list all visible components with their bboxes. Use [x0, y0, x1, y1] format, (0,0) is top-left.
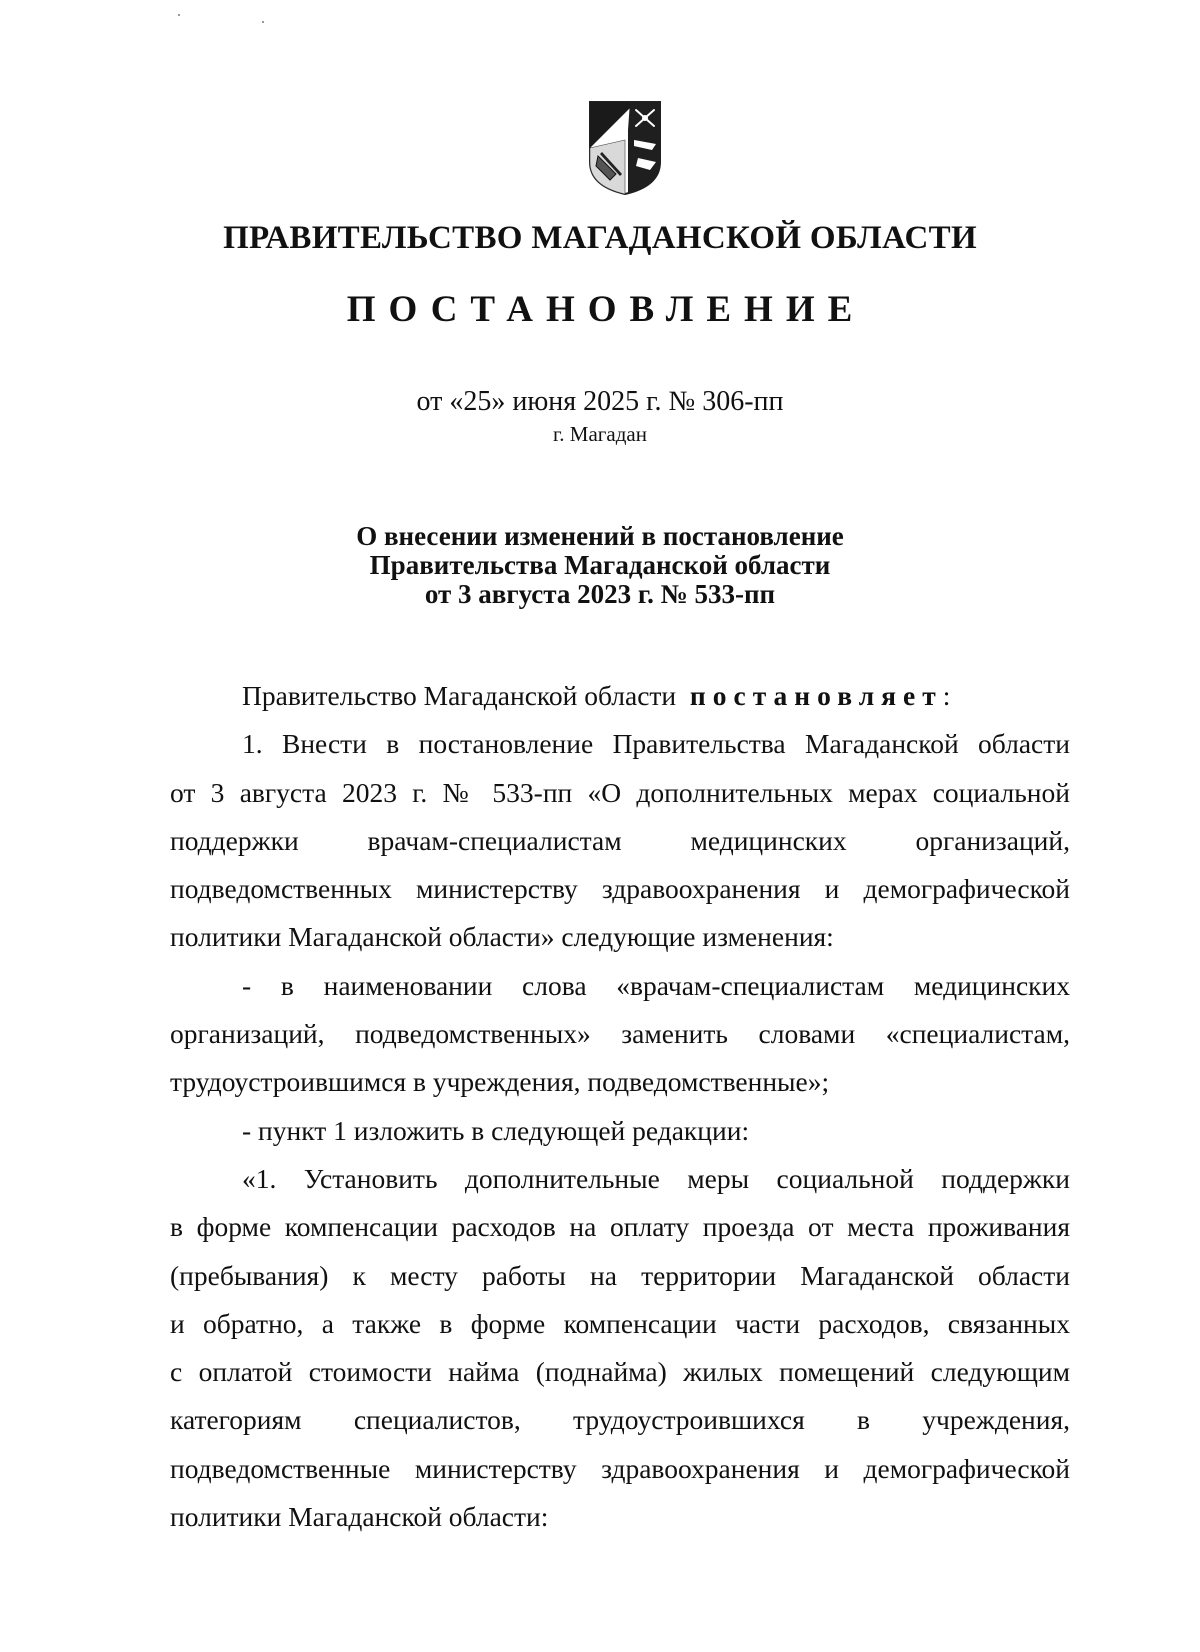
paragraph-line: политики Магаданской области» следующие изменения:: [170, 921, 834, 953]
intro-line: [170, 672, 1070, 720]
paragraph-line: в форме компенсации расходов на оплату проезда от места проживания: [170, 1211, 1070, 1243]
paragraph-line: организаций, подведомственных» заменить словами «специалистам,: [170, 1018, 1070, 1050]
organization-title: ПРАВИТЕЛЬСТВО МАГАДАНСКОЙ ОБЛАСТИ: [223, 220, 977, 256]
paragraph-line: поддержки врачам-специалистам медицинских организаций,: [170, 824, 1070, 856]
scan-speck: [262, 21, 264, 23]
document-body: [170, 672, 1070, 1541]
paragraph-line: подведомственных министерству здравоохранения и демографической: [170, 873, 1070, 905]
scan-speck: [178, 14, 180, 16]
document-date-number: от «25» июня 2025 г. № 306-пп: [416, 386, 784, 417]
subject-line: Правительства Магаданской области: [369, 550, 831, 580]
subject-line: от 3 августа 2023 г. № 533-пп: [424, 579, 776, 609]
paragraph-line: (пребывания) к месту работы на территории Магаданской области: [170, 1259, 1070, 1291]
coat-of-arms-emblem: [586, 100, 664, 196]
intro-suffix: :: [942, 680, 951, 711]
paragraph-line: категориям специалистов, трудоустроившихся в учреждения,: [170, 1404, 1070, 1436]
paragraph-line: 1. Внести в постановление Правительства Магаданской области: [242, 728, 1070, 760]
document-type-heading: ПОСТАНОВЛЕНИЕ: [346, 289, 866, 330]
intro-keyword: постановляет: [689, 680, 943, 711]
paragraph-line: - пункт 1 изложить в следующей редакции:: [242, 1114, 750, 1146]
paragraph-line: трудоустроившимся в учреждения, подведомственные»;: [170, 1066, 830, 1098]
paragraph-line: от 3 августа 2023 г. № 533-пп «О дополнительных мерах социальной: [170, 776, 1070, 808]
subject-line: О внесении изменений в постановление: [356, 521, 844, 551]
paragraph-line: подведомственные министерству здравоохранения и демографической: [170, 1452, 1070, 1484]
paragraph-line: политики Магаданской области:: [170, 1501, 549, 1533]
paragraph-line: «1. Установить дополнительные меры социальной поддержки: [242, 1162, 1070, 1194]
document-subject: [0, 522, 1200, 609]
paragraph-line: и обратно, а также в форме компенсации части расходов, связанных: [170, 1307, 1070, 1339]
paragraph-line: - в наименовании слова «врачам-специалистам медицинских: [242, 969, 1070, 1001]
paragraph-line: с оплатой стоимости найма (поднайма) жилых помещений следующим: [170, 1356, 1070, 1388]
document-city: г. Магадан: [553, 422, 647, 446]
intro-prefix: Правительство Магаданской области: [242, 680, 677, 711]
